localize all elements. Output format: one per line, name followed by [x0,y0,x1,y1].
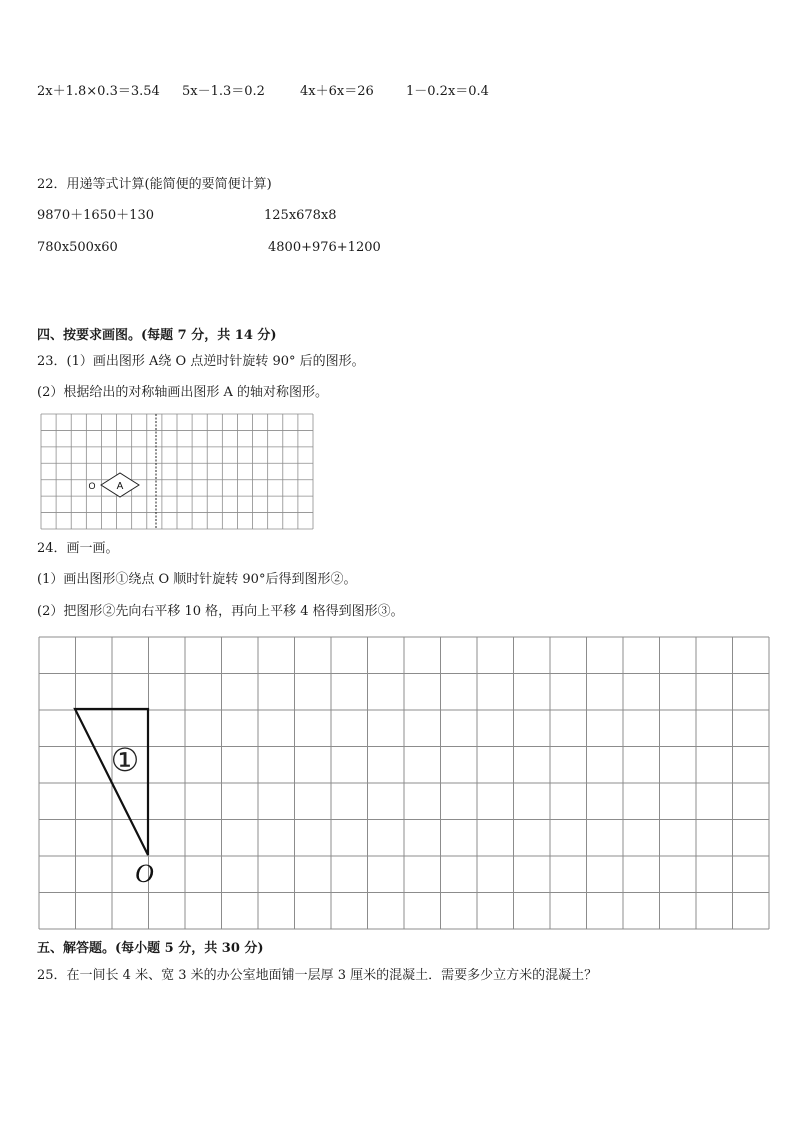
equation-3: 4x＋6x＝26 [300,84,374,99]
q24-title: 24．画一画。 [37,541,119,556]
q22-item-1: 9870＋1650＋130 [37,208,154,223]
equation-4: 1－0.2x＝0.4 [406,84,489,99]
q24-part1: (1）画出图形①绕点 O 顺时针旋转 90°后得到图形②。 [37,572,357,587]
q24-part2: (2）把图形②先向右平移 10 格，再向上平移 4 格得到图形③。 [37,604,404,619]
equation-2: 5x－1.3＝0.2 [182,84,265,99]
q24-grid [38,636,770,930]
q22-item-2: 125x678x8 [264,208,337,223]
shape-a-label: A [116,481,124,492]
q22-item-4: 4800+976+1200 [268,240,381,255]
q25-text: 25．在一间长 4 米、宽 3 米的办公室地面铺一层厚 3 厘米的混凝土．需要多少立方米的混凝土？ [37,968,598,983]
section-5-heading: 五、解答题。(每小题 5 分，共 30 分) [37,941,264,956]
q22-item-3: 780x500x60 [37,240,118,255]
point-o-label: O [135,859,154,888]
q22-title: 22．用递等式计算(能简便的要简便计算) [37,177,272,192]
q23-grid [40,413,314,530]
q23-part2: (2）根据给出的对称轴画出图形 A 的轴对称图形。 [37,385,328,400]
equation-1: 2x＋1.8×0.3＝3.54 [37,84,160,99]
shape-1-label: ① [110,741,140,779]
section-4-heading: 四、按要求画图。(每题 7 分，共 14 分) [37,328,277,343]
q23-part1: 23．(1）画出图形 A绕 O 点逆时针旋转 90° 后的图形。 [37,354,365,369]
point-o-label: O [88,481,96,491]
